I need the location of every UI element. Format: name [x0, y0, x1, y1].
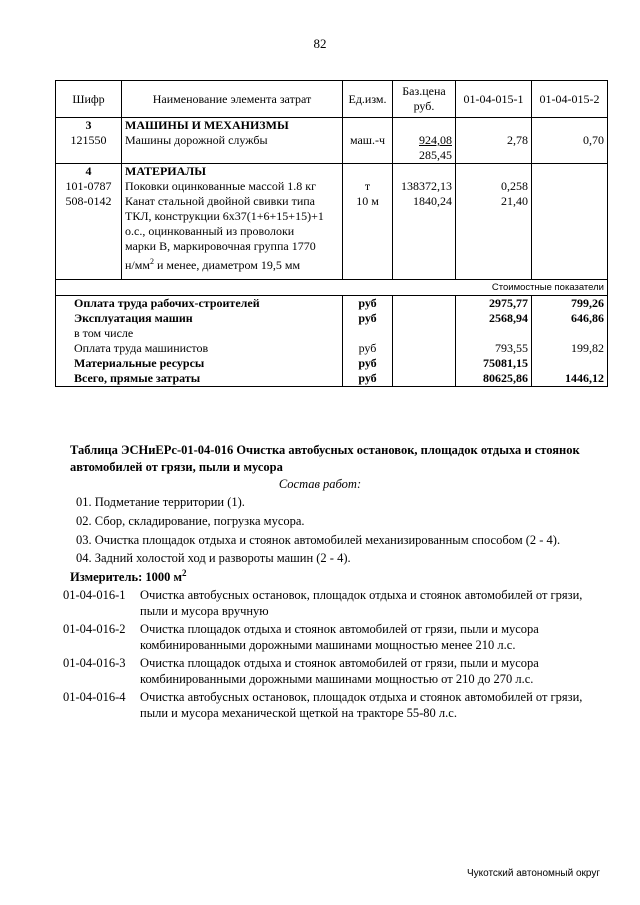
item-code: 01-04-016-4 — [63, 690, 126, 704]
item-code: 01-04-016-3 — [63, 656, 126, 670]
list-item — [63, 689, 603, 721]
row-unit: 10 м — [343, 194, 393, 273]
row-code: 121550 — [56, 133, 122, 164]
section-title-heading: Таблица ЭСНиЕРс-01-04-016 Очистка автобусных остановок, площадок отдыха и стоянок автомобилей от грязи, пыли и мусора — [70, 443, 580, 474]
row-norm-1: 2,78 — [456, 133, 532, 164]
item-code: 01-04-016-2 — [63, 622, 126, 636]
table-row — [56, 179, 608, 194]
list-item — [63, 655, 603, 687]
row-name-line: ТКЛ, конструкции 6х37(1+6+15+15)+1 — [125, 209, 324, 223]
row-code: 101-0787 — [56, 179, 122, 194]
row-price-main: 924,08 — [419, 133, 452, 147]
measure-unit — [70, 568, 187, 585]
work-item: 04. Задний холостой ход и развороты машин (2 - 4). — [76, 551, 351, 565]
summary-norm-1: 793,55 — [456, 341, 532, 356]
summary-norm-2: 799,26 — [532, 296, 608, 312]
measure-sup: 2 — [182, 568, 187, 578]
row-price: 1840,24 — [393, 194, 456, 273]
row-unit: т — [343, 179, 393, 194]
work-heading: Состав работ: — [278, 477, 362, 491]
page-number: 82 — [313, 36, 327, 51]
row-name: Машины дорожной службы — [122, 133, 343, 164]
item-text: Очистка автобусных остановок, площадок отдыха и стоянок автомобилей от грязи, пыли и мусора механической щеткой на тракторе 55-80 л.с. — [140, 690, 583, 720]
row-norm-2 — [532, 179, 608, 194]
item-text: Очистка автобусных остановок, площадок отдыха и стоянок автомобилей от грязи, пыли и мусора вручную — [140, 588, 583, 618]
header-price: Баз.цена руб. — [393, 81, 456, 118]
measure-label: Измеритель: 1000 м — [70, 570, 183, 585]
resource-table — [55, 80, 608, 387]
table-row — [56, 194, 608, 273]
summary-norm-2: 1446,12 — [532, 371, 608, 387]
table-header-row — [56, 81, 608, 118]
summary-name: Эксплуатация машин — [56, 311, 343, 326]
section-row — [56, 118, 608, 134]
section-title: МАШИНЫ И МЕХАНИЗМЫ — [122, 118, 343, 134]
section-number: 3 — [56, 118, 122, 134]
row-name: Поковки оцинкованные массой 1.8 кг — [122, 179, 343, 194]
summary-name: Оплата труда машинистов — [56, 341, 343, 356]
row-norm-1: 0,258 — [456, 179, 532, 194]
summary-unit: руб — [343, 311, 393, 326]
summary-unit: руб — [343, 371, 393, 387]
item-text: Очистка площадок отдыха и стоянок автомобилей от грязи, пыли и мусора комбинированными дорожными машинами мощностью менее 210 л.с. — [140, 622, 539, 652]
footer-region: Чукотский автономный округ — [466, 868, 600, 879]
header-norm-1: 01-04-015-1 — [456, 81, 532, 118]
summary-unit: руб — [343, 341, 393, 356]
summary-norm-2: 199,82 — [532, 341, 608, 356]
summary-row — [56, 356, 608, 371]
item-text: Очистка площадок отдыха и стоянок автомобилей от грязи, пыли и мусора комбинированными дорожными машинами мощностью от 210 до 270 л.с. — [140, 656, 539, 686]
header-norm-2: 01-04-015-2 — [532, 81, 608, 118]
row-norm-2: 0,70 — [532, 133, 608, 164]
row-code: 508-0142 — [56, 194, 122, 273]
row-price: 138372,13 — [393, 179, 456, 194]
list-item — [63, 621, 603, 653]
row-name-sup: 2 — [149, 257, 154, 266]
row-unit: маш.-ч — [343, 133, 393, 164]
row-price — [393, 133, 456, 164]
summary-name: в том числе — [56, 326, 343, 341]
summary-norm-1: 75081,15 — [456, 356, 532, 371]
row-name-tail: и менее, диаметром 19,5 мм — [153, 258, 301, 272]
summary-name: Материальные ресурсы — [56, 356, 343, 371]
row-norm-2 — [532, 194, 608, 273]
header-unit: Ед.изм. — [343, 81, 393, 118]
summary-row — [56, 311, 608, 326]
section-title: МАТЕРИАЛЫ — [122, 164, 343, 180]
summary-label: Стоимостные показатели — [56, 280, 608, 296]
work-item: 03. Очистка площадок отдыха и стоянок автомобилей механизированным способом (2 - 4). — [76, 533, 561, 547]
row-name-line: Канат стальной двойной свивки типа — [125, 194, 316, 208]
summary-norm-1: 2975,77 — [456, 296, 532, 312]
row-price-secondary: 285,45 — [419, 148, 452, 162]
summary-row — [56, 371, 608, 387]
header-code: Шифр — [56, 81, 122, 118]
work-item: 01. Подметание территории (1). — [76, 495, 245, 509]
summary-unit: руб — [343, 356, 393, 371]
section-row — [56, 164, 608, 180]
row-name-unit: н/мм — [125, 258, 150, 272]
summary-row — [56, 326, 608, 341]
work-item: 02. Сбор, складирование, погрузка мусора. — [76, 514, 305, 528]
summary-norm-1: 2568,94 — [456, 311, 532, 326]
summary-unit: руб — [343, 296, 393, 312]
row-norm-1: 21,40 — [456, 194, 532, 273]
header-name: Наименование элемента затрат — [122, 81, 343, 118]
summary-row — [56, 341, 608, 356]
row-name-line: марки В, маркировочная группа 1770 — [125, 239, 316, 253]
summary-norm-2 — [532, 356, 608, 371]
row-name-line — [125, 254, 339, 273]
table-row — [56, 133, 608, 164]
summary-name: Всего, прямые затраты — [56, 371, 343, 387]
summary-norm-2: 646,86 — [532, 311, 608, 326]
list-item — [63, 587, 603, 619]
item-code: 01-04-016-1 — [63, 588, 126, 602]
row-name — [122, 194, 343, 273]
summary-header-row — [56, 280, 608, 296]
summary-row — [56, 296, 608, 312]
row-name-line: о.с., оцинкованный из проволоки — [125, 224, 295, 238]
summary-name: Оплата труда рабочих-строителей — [56, 296, 343, 312]
section-number: 4 — [56, 164, 122, 180]
summary-norm-1: 80625,86 — [456, 371, 532, 387]
